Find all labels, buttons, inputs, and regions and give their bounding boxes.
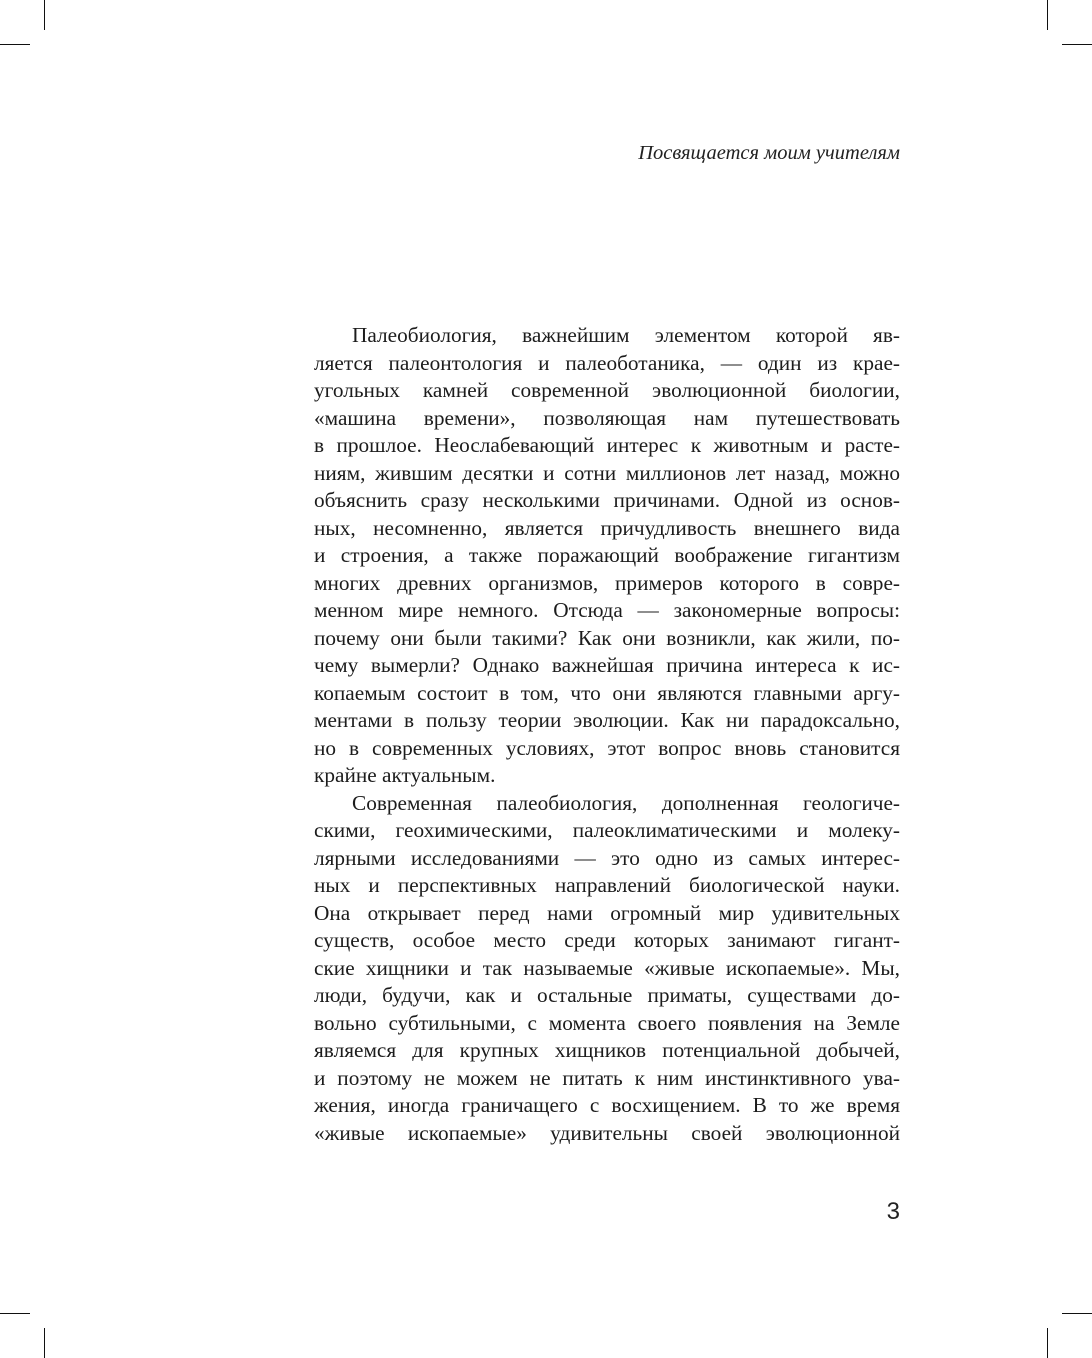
crop-mark <box>1047 1328 1048 1358</box>
text-line: Современная палеобиология, дополненная геологиче- <box>352 790 900 815</box>
text-line: люди, будучи, как и остальные приматы, существами до- <box>314 983 900 1007</box>
dedication: Посвящается моим учителям <box>638 142 900 164</box>
text-line: «живые ископаемые» удивительны своей эволюционной <box>314 1120 900 1145</box>
text-line: крайне актуальным. <box>314 763 496 787</box>
crop-mark <box>44 1328 45 1358</box>
text-line: жения, иногда граничащего с восхищением. В то же время <box>314 1093 900 1117</box>
text-line: многих древних организмов, примеров которого в совре- <box>314 570 900 595</box>
body-text <box>314 322 900 1147</box>
crop-mark <box>1062 1313 1092 1314</box>
text-line: копаемым состоит в том, что они являются главными аргу- <box>314 680 900 705</box>
text-line: и поэтому не можем не питать к ним инстинктивного ува- <box>314 1065 900 1090</box>
text-line: «машина времени», позволяющая нам путешествовать <box>314 405 900 430</box>
text-line: существ, особое место среди которых занимают гигант- <box>314 928 900 952</box>
page-number: 3 <box>886 1198 900 1225</box>
text-line: ных, несомненно, является причудливость внешнего вида <box>314 515 900 540</box>
text-line: почему они были такими? Как они возникли, как жили, по- <box>314 625 900 650</box>
text-line: угольных камней современной эволюционной биологии, <box>314 378 900 402</box>
text-line: Она открывает перед нами огромный мир удивительных <box>314 900 900 925</box>
crop-mark <box>0 44 30 45</box>
text-line: в прошлое. Неослабевающий интерес к животным и расте- <box>314 433 900 457</box>
text-line: но в современных условиях, этот вопрос вновь становится <box>314 735 900 760</box>
text-line: Палеобиология, важнейшим элементом которой яв- <box>352 323 900 347</box>
text-line: скими, геохимическими, палеоклиматическими и молеку- <box>314 818 900 842</box>
text-line: лярными исследованиями — это одно из самых интерес- <box>314 845 900 870</box>
text-line: объяснить сразу несколькими причинами. Одной из основ- <box>314 488 900 512</box>
paragraph <box>314 322 900 790</box>
crop-mark <box>1047 0 1048 30</box>
paragraph <box>314 790 900 1148</box>
text-line: ляется палеонтология и палеоботаника, — один из крае- <box>314 350 900 375</box>
crop-mark <box>1062 44 1092 45</box>
crop-mark <box>44 0 45 30</box>
text-line: ниям, жившим десятки и сотни миллионов лет назад, можно <box>314 460 900 485</box>
crop-mark <box>0 1313 30 1314</box>
text-line: ские хищники и так называемые «живые ископаемые». Мы, <box>314 955 900 980</box>
text-line: являемся для крупных хищников потенциальной добычей, <box>314 1038 900 1062</box>
text-line: вольно субтильными, с момента своего появления на Земле <box>314 1010 900 1035</box>
text-line: и строения, а также поражающий воображение гигантизм <box>314 543 900 567</box>
text-line: менном мире немного. Отсюда — закономерные вопросы: <box>314 598 900 622</box>
text-line: ных и перспективных направлений биологической науки. <box>314 873 900 897</box>
text-line: ментами в пользу теории эволюции. Как ни парадоксально, <box>314 708 900 732</box>
text-line: чему вымерли? Однако важнейшая причина интереса к ис- <box>314 653 900 677</box>
